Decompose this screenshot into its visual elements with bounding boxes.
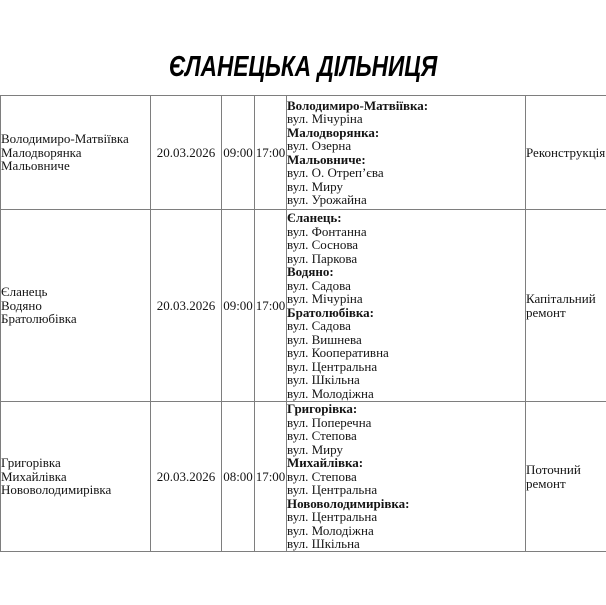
street-name: вул. Вишнева bbox=[287, 333, 525, 347]
settlement-header: Братолюбівка: bbox=[287, 306, 525, 320]
street-name: вул. Центральна bbox=[287, 483, 525, 497]
localities-cell bbox=[1, 96, 151, 210]
street-name: вул. Молодіжна bbox=[287, 387, 525, 401]
street-name: вул. Кооперативна bbox=[287, 346, 525, 360]
street-name: вул. Степова bbox=[287, 470, 525, 484]
localities-cell bbox=[1, 210, 151, 402]
settlement-header: Михайлівка: bbox=[287, 456, 525, 470]
work-type-cell: Реконструкція bbox=[526, 96, 606, 210]
localities-cell bbox=[1, 402, 151, 552]
settlement-header: Малодворянка: bbox=[287, 126, 525, 140]
street-name: вул. Шкільна bbox=[287, 373, 525, 387]
settlement-header: Мальовниче: bbox=[287, 153, 525, 167]
locality-name: Єланець bbox=[1, 285, 150, 299]
street-name: вул. Садова bbox=[287, 319, 525, 333]
date-cell: 20.03.2026 bbox=[151, 210, 222, 402]
street-name: вул. Мічуріна bbox=[287, 292, 525, 306]
outage-schedule-table bbox=[0, 95, 606, 552]
title-block bbox=[0, 52, 606, 82]
street-name: вул. Миру bbox=[287, 180, 525, 194]
street-name: вул. Паркова bbox=[287, 252, 525, 266]
settlement-header: Нововолодимирівка: bbox=[287, 497, 525, 511]
page bbox=[0, 52, 606, 605]
start-time-cell: 09:00 bbox=[222, 96, 255, 210]
locality-name: Григорівка bbox=[1, 456, 150, 470]
locality-name: Малодворянка bbox=[1, 146, 150, 160]
end-time-cell: 17:00 bbox=[255, 402, 287, 552]
locality-name: Братолюбівка bbox=[1, 312, 150, 326]
street-name: вул. Озерна bbox=[287, 139, 525, 153]
street-name: вул. Центральна bbox=[287, 510, 525, 524]
settlement-header: Володимиро-Матвіївка: bbox=[287, 99, 525, 113]
work-type-cell: Поточний ремонт bbox=[526, 402, 606, 552]
street-name: вул. Фонтанна bbox=[287, 225, 525, 239]
streets-cell bbox=[287, 402, 526, 552]
locality-name: Нововолодимирівка bbox=[1, 483, 150, 497]
locality-name: Мальовниче bbox=[1, 159, 150, 173]
settlement-header: Григорівка: bbox=[287, 402, 525, 416]
start-time-cell: 09:00 bbox=[222, 210, 255, 402]
date-cell: 20.03.2026 bbox=[151, 402, 222, 552]
settlement-header: Єланець: bbox=[287, 211, 525, 225]
start-time-cell: 08:00 bbox=[222, 402, 255, 552]
street-name: вул. Центральна bbox=[287, 360, 525, 374]
locality-name: Володимиро-Матвіївка bbox=[1, 132, 150, 146]
streets-cell bbox=[287, 96, 526, 210]
street-name: вул. Соснова bbox=[287, 238, 525, 252]
street-name: вул. Мічуріна bbox=[287, 112, 525, 126]
street-name: вул. Садова bbox=[287, 279, 525, 293]
street-name: вул. Урожайна bbox=[287, 193, 525, 207]
table-row bbox=[1, 402, 606, 552]
date-cell: 20.03.2026 bbox=[151, 96, 222, 210]
settlement-header: Водяно: bbox=[287, 265, 525, 279]
end-time-cell: 17:00 bbox=[255, 210, 287, 402]
streets-cell bbox=[287, 210, 526, 402]
locality-name: Михайлівка bbox=[1, 470, 150, 484]
schedule-table-body bbox=[1, 96, 606, 552]
street-name: вул. Шкільна bbox=[287, 537, 525, 551]
end-time-cell: 17:00 bbox=[255, 96, 287, 210]
locality-name: Водяно bbox=[1, 299, 150, 313]
street-name: вул. Молодіжна bbox=[287, 524, 525, 538]
table-row bbox=[1, 96, 606, 210]
table-row bbox=[1, 210, 606, 402]
street-name: вул. Степова bbox=[287, 429, 525, 443]
district-title: ЄЛАНЕЦЬКА ДІЛЬНИЦЯ bbox=[169, 52, 437, 82]
street-name: вул. Миру bbox=[287, 443, 525, 457]
street-name: вул. О. Отреп’єва bbox=[287, 166, 525, 180]
street-name: вул. Поперечна bbox=[287, 416, 525, 430]
work-type-cell: Капітальний ремонт bbox=[526, 210, 606, 402]
